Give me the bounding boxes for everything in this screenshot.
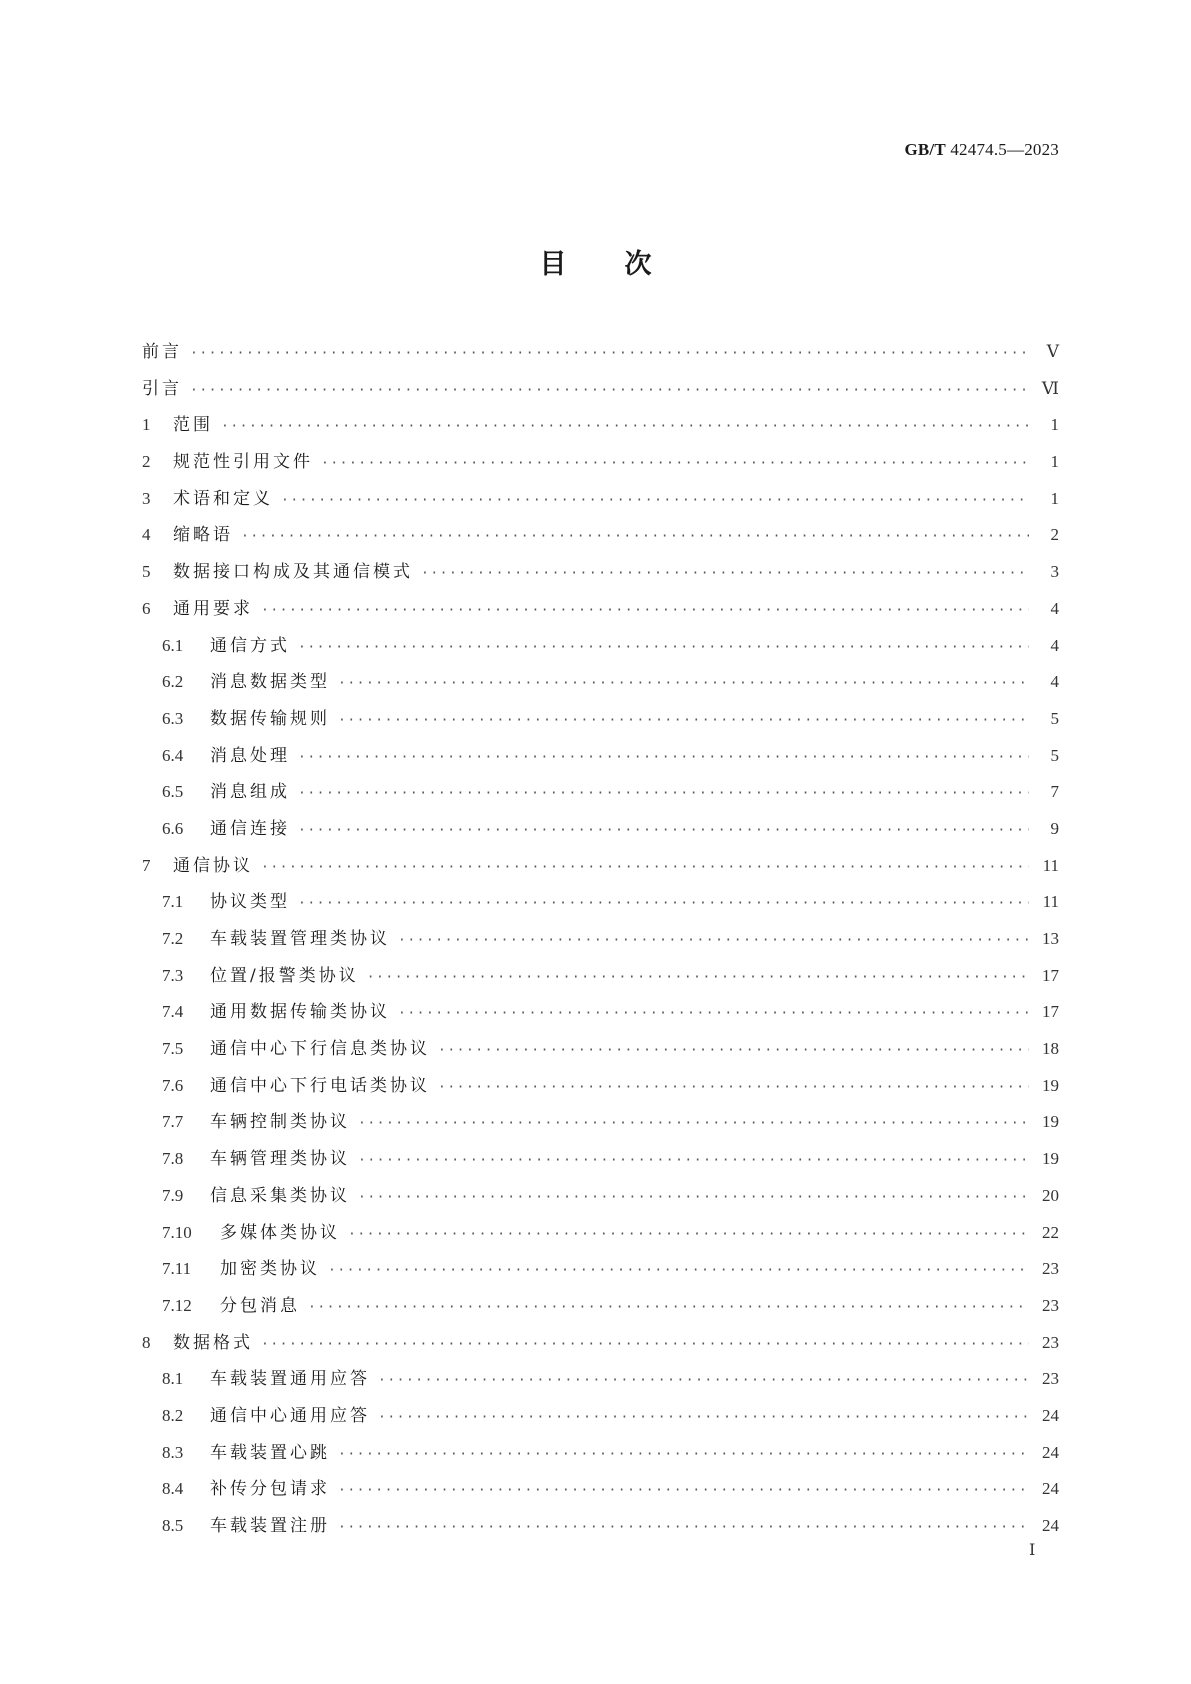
toc-entry-number: 6 (142, 598, 151, 618)
toc-entry[interactable] (142, 997, 1059, 1034)
toc-leader-dots (348, 1227, 1029, 1242)
toc-leader-dots (298, 786, 1029, 801)
toc-entry-page: 17 (1042, 965, 1059, 985)
toc-leader-dots (261, 860, 1029, 875)
toc-entry-page: 1 (1050, 452, 1059, 472)
toc-entry[interactable] (142, 1181, 1059, 1218)
toc-leader-dots (358, 1116, 1029, 1131)
toc-entry-page: 24 (1042, 1442, 1059, 1462)
toc-entry-number: 7.3 (162, 965, 184, 985)
toc-entry-number: 7.7 (162, 1112, 184, 1132)
toc-leader-dots (338, 676, 1029, 691)
toc-entry-number: 8.4 (162, 1479, 184, 1499)
toc-entry-label: 通信中心下行电话类协议 (210, 1075, 430, 1096)
toc-entry-page: 4 (1050, 635, 1059, 655)
toc-entry-page: 19 (1042, 1112, 1059, 1132)
toc-entry-label: 范围 (173, 415, 213, 436)
toc-entry-page: 2 (1050, 525, 1059, 545)
toc-entry-page: 17 (1042, 1002, 1059, 1022)
toc-entry[interactable] (142, 1328, 1059, 1365)
toc-entry-number: 2 (142, 452, 151, 472)
toc-entry-page: 7 (1050, 782, 1059, 802)
toc-entry-label: 术语和定义 (173, 488, 273, 509)
toc-entry-label: 加密类协议 (220, 1259, 320, 1280)
toc-entry-number: 6.2 (162, 672, 184, 692)
toc-leader-dots (438, 1080, 1029, 1095)
page-number: Ⅰ (1029, 1542, 1036, 1559)
toc-entry-page: 18 (1042, 1039, 1059, 1059)
toc-entry[interactable] (142, 924, 1059, 961)
toc-entry-label: 车辆控制类协议 (210, 1112, 350, 1133)
toc-leader-dots (378, 1373, 1029, 1388)
toc-entry-number: 6.3 (162, 708, 184, 728)
toc-leader-dots (328, 1263, 1029, 1278)
standard-prefix: GB/T (904, 140, 946, 159)
toc-leader-dots (190, 383, 1029, 398)
toc-entry-label: 引言 (142, 378, 182, 399)
toc-entry-page: 5 (1050, 708, 1059, 728)
toc-entry[interactable] (142, 1071, 1059, 1108)
toc-entry-number: 6.5 (162, 782, 184, 802)
toc-entry-label: 分包消息 (220, 1295, 300, 1316)
toc-entry-page: 4 (1050, 672, 1059, 692)
toc-leader-dots (358, 1190, 1029, 1205)
toc-entry[interactable] (142, 1438, 1059, 1475)
toc-entry-number: 8 (142, 1332, 151, 1352)
toc-leader-dots (190, 346, 1029, 361)
toc-entry-number: 8.5 (162, 1516, 184, 1535)
toc-entry-label: 车载装置心跳 (210, 1442, 330, 1463)
toc-leader-dots (378, 1410, 1029, 1425)
toc-leader-dots (338, 1483, 1029, 1498)
toc-entry-label: 通用要求 (173, 598, 253, 619)
toc-entry-number: 7.4 (162, 1002, 184, 1022)
toc-entry-number: 4 (142, 525, 151, 545)
toc-entry[interactable] (142, 887, 1059, 924)
toc-entry-page: 24 (1042, 1405, 1059, 1425)
toc-entry-number: 7.9 (162, 1185, 184, 1205)
toc-entry-label: 协议类型 (210, 892, 290, 913)
toc-entry[interactable] (142, 704, 1059, 741)
toc-entry-number: 7.8 (162, 1149, 184, 1169)
toc-entry-label: 多媒体类协议 (220, 1222, 340, 1243)
toc-entry-label: 数据接口构成及其通信模式 (173, 562, 413, 583)
toc-leader-dots (261, 1337, 1029, 1352)
toc-entry-label: 规范性引用文件 (173, 452, 313, 473)
toc-entry-label: 消息数据类型 (210, 672, 330, 693)
toc-entry-page: 11 (1042, 855, 1059, 875)
toc-entry-page: 23 (1042, 1259, 1059, 1279)
toc-leader-dots (281, 493, 1029, 508)
toc-entry-page: 23 (1042, 1369, 1059, 1389)
toc-entry-page: 5 (1050, 745, 1059, 765)
toc-entry[interactable] (142, 1511, 1059, 1548)
toc-entry-number: 7.6 (162, 1075, 184, 1095)
toc-entry-number: 6.1 (162, 635, 184, 655)
toc-entry-number: 7.2 (162, 929, 184, 948)
toc-entry-label: 车载装置管理类协议 (210, 929, 390, 949)
toc-entry-page: 22 (1042, 1222, 1059, 1242)
toc-leader-dots (438, 1043, 1029, 1058)
toc-entry-page: Ⅴ (1046, 342, 1059, 361)
toc-entry[interactable] (142, 1144, 1059, 1181)
toc-entry-label: 消息处理 (210, 745, 290, 766)
toc-entry-page: 1 (1050, 488, 1059, 508)
toc-entry-page: 13 (1042, 929, 1059, 948)
toc-entry-page: 24 (1042, 1479, 1059, 1499)
toc-leader-dots (298, 750, 1029, 765)
toc-entry[interactable] (142, 1401, 1059, 1438)
toc-entry-label: 通信协议 (173, 855, 253, 876)
toc-entry-label: 前言 (142, 342, 182, 362)
toc-entry-number: 7.1 (162, 892, 184, 912)
toc-leader-dots (308, 1300, 1029, 1315)
toc-entry-label: 通信连接 (210, 818, 290, 839)
toc-leader-dots (221, 419, 1029, 434)
toc-leader-dots (398, 933, 1029, 948)
toc-entry-number: 8.3 (162, 1442, 184, 1462)
toc-entry-page: 24 (1042, 1516, 1059, 1535)
toc-entry-page: 9 (1050, 818, 1059, 838)
toc-entry[interactable] (142, 1254, 1059, 1291)
toc-entry[interactable] (142, 851, 1059, 888)
toc-entry-number: 6.4 (162, 745, 184, 765)
toc-entry[interactable] (142, 961, 1059, 998)
toc-leader-dots (421, 566, 1029, 581)
toc-entry-number: 7.10 (162, 1222, 192, 1242)
toc-entry[interactable] (142, 447, 1059, 484)
toc-entry-label: 通信中心下行信息类协议 (210, 1039, 430, 1060)
toc-entry-page: 19 (1042, 1075, 1059, 1095)
table-of-contents (142, 337, 1059, 1548)
toc-entry[interactable] (142, 484, 1059, 521)
toc-entry[interactable] (142, 631, 1059, 668)
toc-entry[interactable] (142, 410, 1059, 447)
toc-entry-label: 车辆管理类协议 (210, 1149, 350, 1170)
toc-leader-dots (298, 823, 1029, 838)
toc-entry-label: 消息组成 (210, 782, 290, 803)
toc-leader-dots (321, 456, 1029, 471)
toc-entry-label: 补传分包请求 (210, 1479, 330, 1500)
toc-leader-dots (298, 640, 1029, 655)
toc-leader-dots (298, 896, 1029, 911)
toc-leader-dots (261, 603, 1029, 618)
toc-entry-label: 数据传输规则 (210, 708, 330, 729)
toc-entry-number: 6.6 (162, 818, 184, 838)
toc-entry[interactable] (142, 520, 1059, 557)
toc-entry-number: 7.5 (162, 1039, 184, 1059)
toc-entry-page: 23 (1042, 1332, 1059, 1352)
toc-entry[interactable] (142, 814, 1059, 851)
page-title: 目次 (539, 249, 710, 280)
toc-entry[interactable] (142, 1218, 1059, 1255)
toc-entry-page: 11 (1042, 892, 1059, 912)
toc-entry[interactable] (142, 741, 1059, 778)
toc-entry-number: 1 (142, 415, 151, 435)
standard-number: 42474.5—2023 (950, 140, 1059, 159)
toc-entry[interactable] (142, 594, 1059, 631)
toc-entry[interactable] (142, 667, 1059, 704)
toc-entry-number: 7 (142, 855, 151, 875)
toc-entry-page: Ⅵ (1041, 378, 1059, 398)
toc-entry-label: 车载装置注册 (210, 1516, 330, 1536)
toc-leader-dots (338, 713, 1029, 728)
toc-leader-dots (338, 1447, 1029, 1462)
toc-entry-label: 位置/报警类协议 (210, 965, 359, 986)
toc-entry[interactable] (142, 1474, 1059, 1511)
toc-entry-label: 通信中心通用应答 (210, 1405, 370, 1426)
toc-entry-label: 车载装置通用应答 (210, 1369, 370, 1390)
toc-leader-dots (367, 970, 1029, 985)
toc-entry[interactable] (142, 1364, 1059, 1401)
toc-entry[interactable] (142, 1291, 1059, 1328)
toc-entry-page: 1 (1050, 415, 1059, 435)
toc-entry[interactable] (142, 337, 1059, 374)
toc-entry-page: 23 (1042, 1295, 1059, 1315)
toc-entry-page: 20 (1042, 1185, 1059, 1205)
toc-entry-page: 4 (1050, 598, 1059, 618)
toc-entry-number: 8.2 (162, 1405, 184, 1425)
toc-entry-number: 3 (142, 488, 151, 508)
toc-entry[interactable] (142, 777, 1059, 814)
toc-entry[interactable] (142, 1034, 1059, 1071)
toc-entry-label: 数据格式 (173, 1332, 253, 1353)
toc-leader-dots (241, 529, 1029, 544)
toc-entry-label: 通信方式 (210, 635, 290, 656)
toc-entry-number: 8.1 (162, 1369, 184, 1389)
toc-entry-page: 19 (1042, 1149, 1059, 1169)
toc-entry-number: 5 (142, 562, 151, 582)
toc-entry[interactable] (142, 374, 1059, 411)
toc-entry-label: 信息采集类协议 (210, 1185, 350, 1206)
toc-entry-label: 缩略语 (173, 525, 233, 546)
toc-leader-dots (358, 1153, 1029, 1168)
standard-code (904, 140, 1059, 160)
toc-entry[interactable] (142, 1107, 1059, 1144)
toc-entry-number: 7.12 (162, 1295, 192, 1315)
toc-leader-dots (338, 1520, 1029, 1535)
toc-leader-dots (398, 1006, 1029, 1021)
toc-entry-number: 7.11 (162, 1259, 192, 1279)
toc-entry[interactable] (142, 557, 1059, 594)
toc-entry-label: 通用数据传输类协议 (210, 1002, 390, 1023)
toc-entry-page: 3 (1050, 562, 1059, 582)
